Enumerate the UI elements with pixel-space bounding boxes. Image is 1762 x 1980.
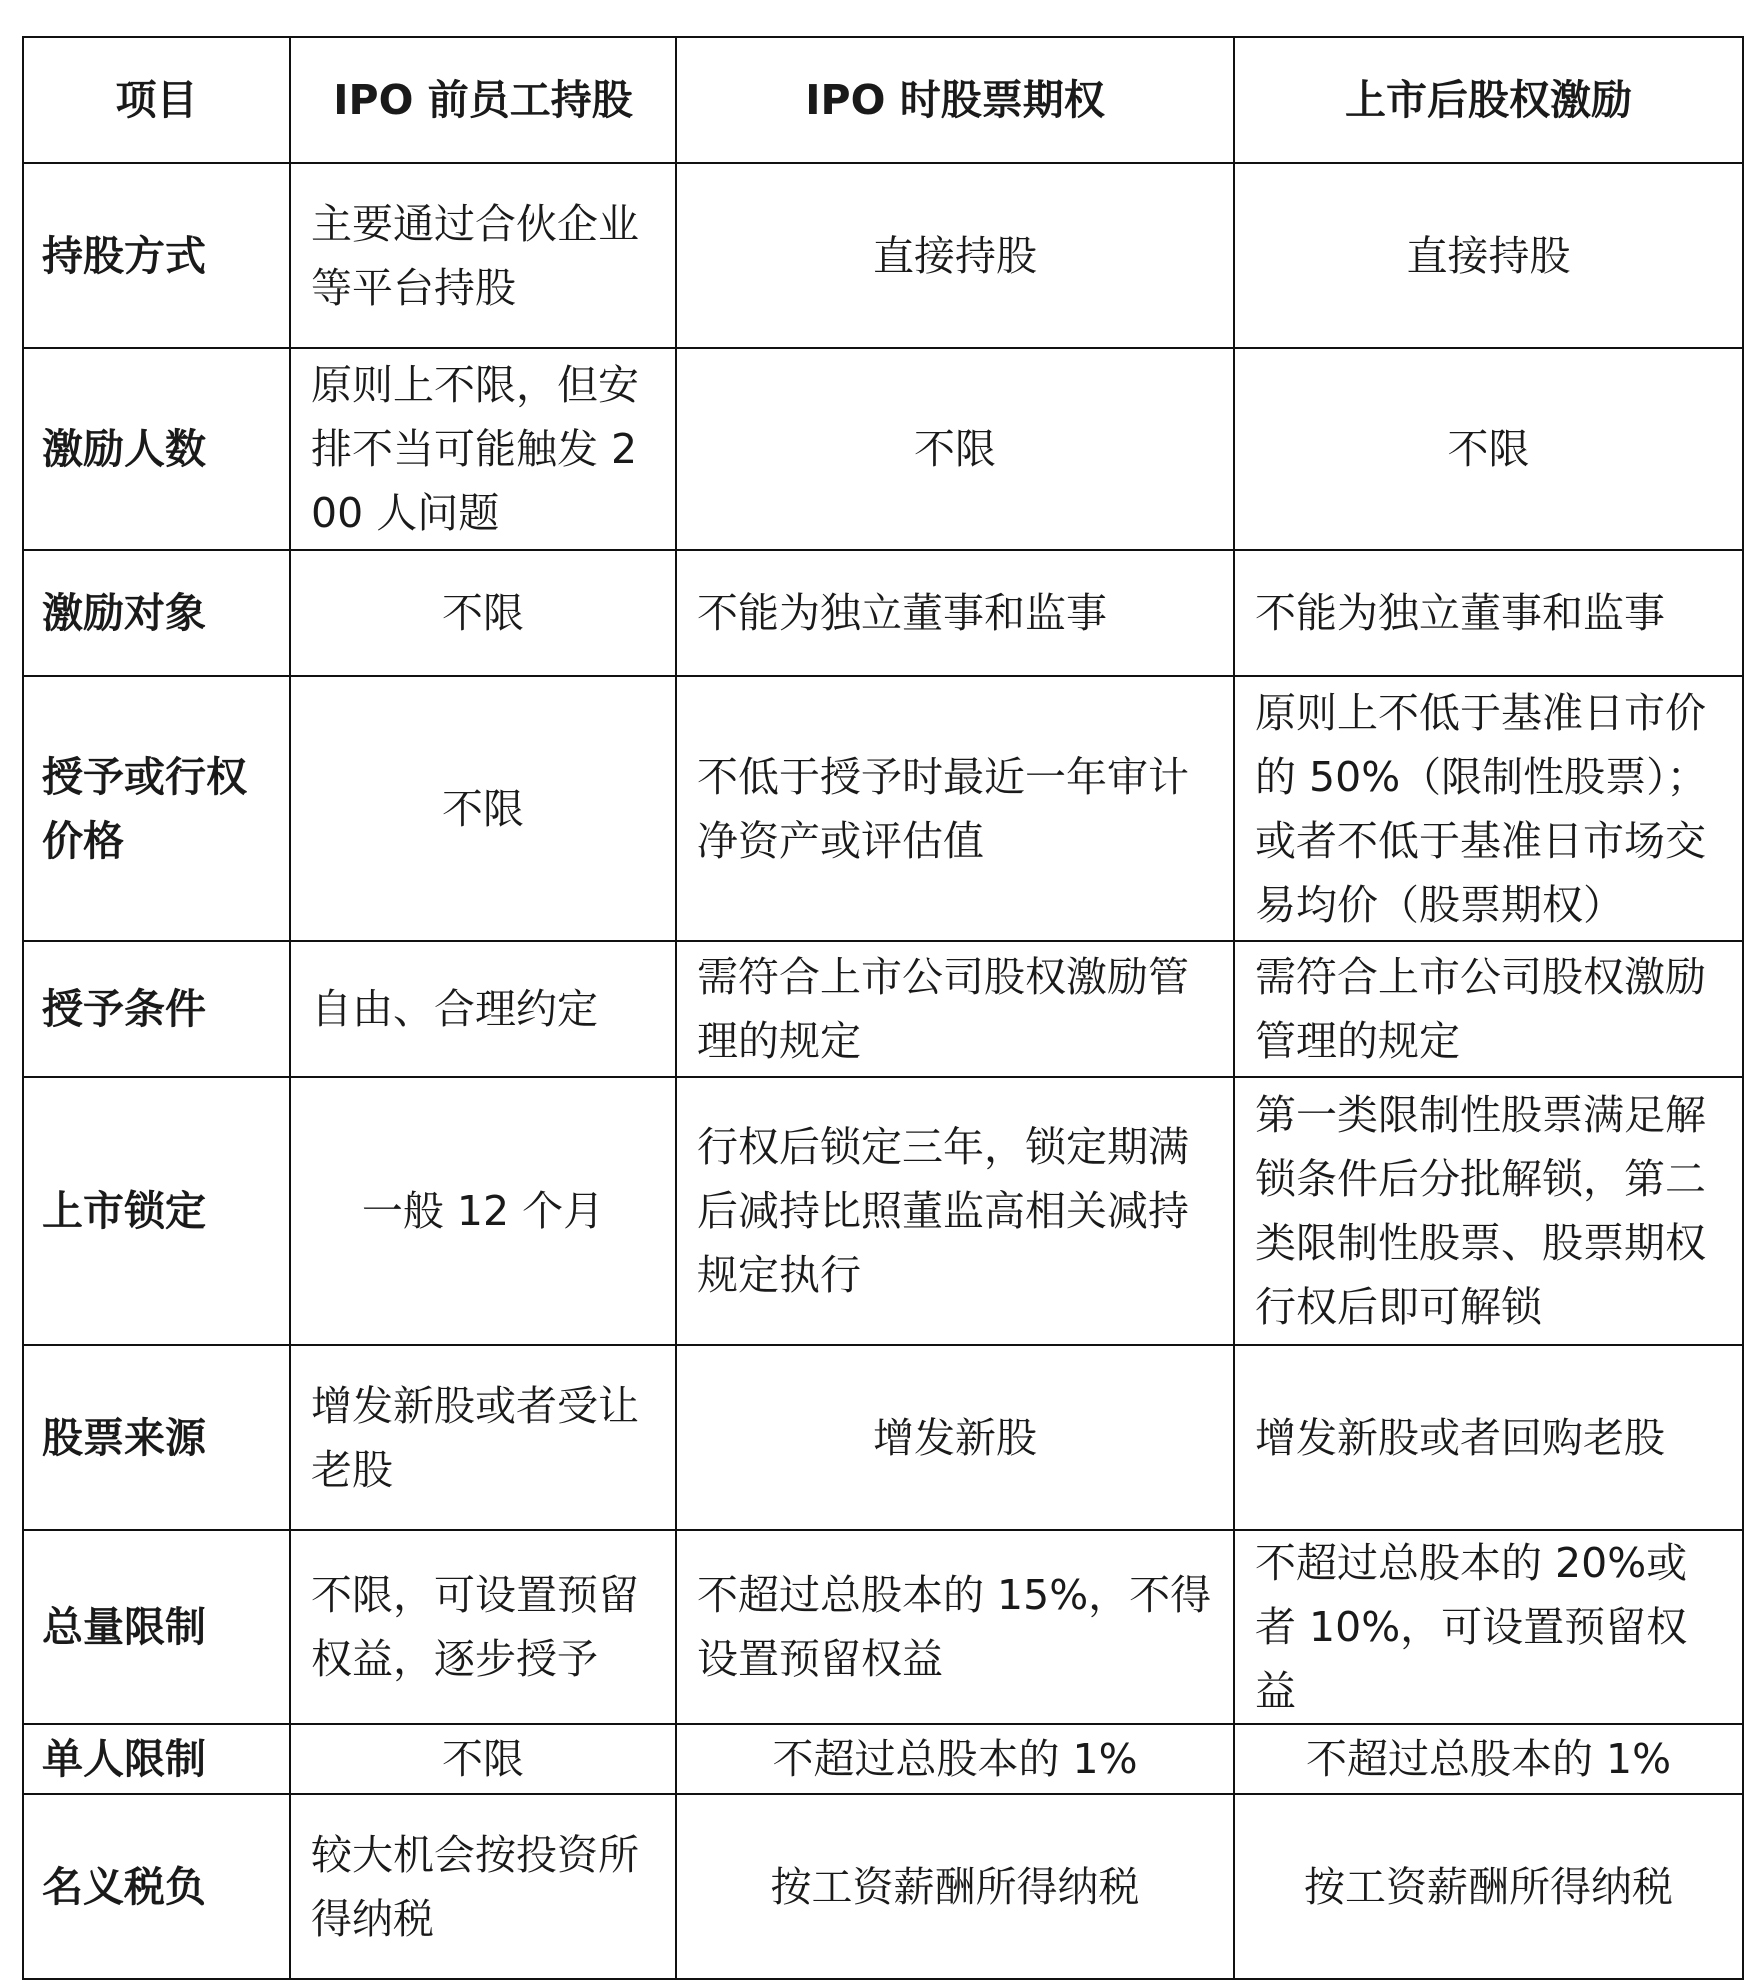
table-cell: 不限 <box>1234 348 1743 550</box>
row-label: 股票来源 <box>23 1345 290 1530</box>
header-pre-ipo: IPO 前员工持股 <box>290 37 676 163</box>
table-cell: 不限 <box>290 676 676 941</box>
table-row <box>23 1724 1743 1794</box>
row-label: 总量限制 <box>23 1530 290 1724</box>
table-cell: 自由、合理约定 <box>290 941 676 1077</box>
header-post-listing: 上市后股权激励 <box>1234 37 1743 163</box>
table-row <box>23 550 1743 676</box>
table-row <box>23 676 1743 941</box>
table-cell: 原则上不低于基准日市价的 50%（限制性股票）；或者不低于基准日市场交易均价（股票期权） <box>1234 676 1743 941</box>
table-cell: 需符合上市公司股权激励管理的规定 <box>676 941 1234 1077</box>
table-cell: 不超过总股本的 20%或者 10%，可设置预留权益 <box>1234 1530 1743 1724</box>
row-label: 持股方式 <box>23 163 290 348</box>
table-cell: 直接持股 <box>676 163 1234 348</box>
table-cell: 行权后锁定三年，锁定期满后减持比照董监高相关减持规定执行 <box>676 1077 1234 1345</box>
table-cell: 原则上不限，但安排不当可能触发 200 人问题 <box>290 348 676 550</box>
table-cell: 不低于授予时最近一年审计净资产或评估值 <box>676 676 1234 941</box>
comparison-table <box>22 36 1744 1980</box>
table-cell: 不限 <box>676 348 1234 550</box>
row-label: 授予或行权价格 <box>23 676 290 941</box>
table-cell: 不超过总股本的 1% <box>676 1724 1234 1794</box>
table-cell: 不限 <box>290 1724 676 1794</box>
header-item: 项目 <box>23 37 290 163</box>
table-cell: 一般 12 个月 <box>290 1077 676 1345</box>
table-row <box>23 1077 1743 1345</box>
table-cell: 按工资薪酬所得纳税 <box>676 1794 1234 1979</box>
table-header-row <box>23 37 1743 163</box>
table-cell: 需符合上市公司股权激励管理的规定 <box>1234 941 1743 1077</box>
table-cell: 不能为独立董事和监事 <box>676 550 1234 676</box>
table-cell: 直接持股 <box>1234 163 1743 348</box>
table-row <box>23 1345 1743 1530</box>
row-label: 上市锁定 <box>23 1077 290 1345</box>
row-label: 授予条件 <box>23 941 290 1077</box>
row-label: 名义税负 <box>23 1794 290 1979</box>
row-label: 激励人数 <box>23 348 290 550</box>
table-cell: 增发新股或者受让老股 <box>290 1345 676 1530</box>
table-row <box>23 348 1743 550</box>
table-cell: 增发新股或者回购老股 <box>1234 1345 1743 1530</box>
table-cell: 不限 <box>290 550 676 676</box>
table-cell: 不超过总股本的 1% <box>1234 1724 1743 1794</box>
header-ipo-option: IPO 时股票期权 <box>676 37 1234 163</box>
table-cell: 不限，可设置预留权益，逐步授予 <box>290 1530 676 1724</box>
table-row <box>23 1794 1743 1979</box>
table-cell: 增发新股 <box>676 1345 1234 1530</box>
table-row <box>23 941 1743 1077</box>
table-cell: 不能为独立董事和监事 <box>1234 550 1743 676</box>
table-cell: 主要通过合伙企业等平台持股 <box>290 163 676 348</box>
row-label: 激励对象 <box>23 550 290 676</box>
table-cell: 按工资薪酬所得纳税 <box>1234 1794 1743 1979</box>
table-row <box>23 163 1743 348</box>
table-cell: 较大机会按投资所得纳税 <box>290 1794 676 1979</box>
row-label: 单人限制 <box>23 1724 290 1794</box>
table-row <box>23 1530 1743 1724</box>
table-cell: 不超过总股本的 15%，不得设置预留权益 <box>676 1530 1234 1724</box>
table-cell: 第一类限制性股票满足解锁条件后分批解锁，第二类限制性股票、股票期权行权后即可解锁 <box>1234 1077 1743 1345</box>
